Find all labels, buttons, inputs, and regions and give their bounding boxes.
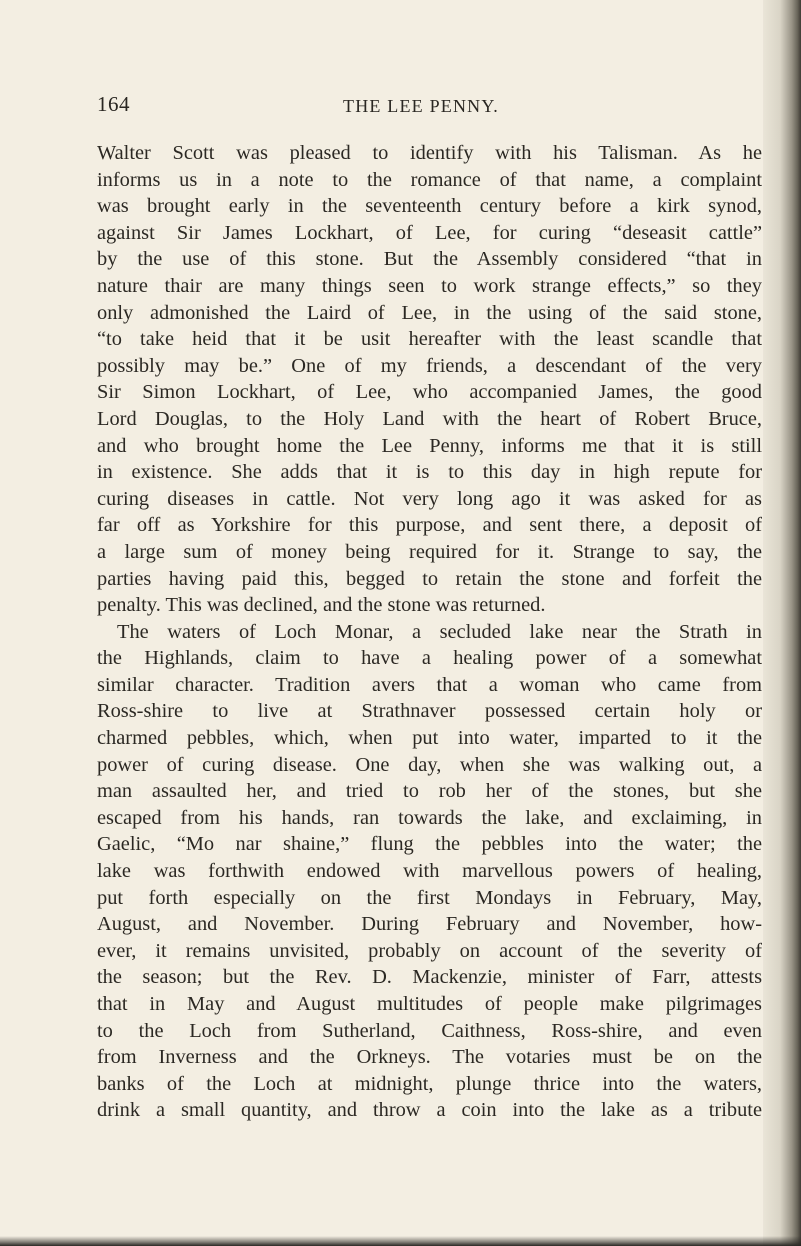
text-line: Walter Scott was pleased to identify with his Talisman. As he <box>97 142 762 164</box>
body-text <box>97 140 762 1124</box>
text-line: charmed pebbles, which, when put into water, imparted to it the <box>97 727 762 750</box>
text-line: nature thair are many things seen to work strange effects,” so they <box>97 274 762 297</box>
page-bottom-edge <box>0 1236 801 1246</box>
text-line: Sir Simon Lockhart, of Lee, who accompanied James, the good <box>97 381 762 404</box>
text-line: against Sir James Lockhart, of Lee, for curing “deseasit cattle” <box>97 221 762 244</box>
page-header <box>0 92 801 122</box>
text-line: curing diseases in cattle. Not very long ago it was asked for as <box>97 487 762 510</box>
text-line: the season; but the Rev. D. Mackenzie, minister of Farr, attests <box>97 966 762 989</box>
text-line: similar character. Tradition avers that a woman who came from <box>97 673 762 696</box>
page-number: 164 <box>97 92 130 116</box>
text-line: ever, it remains unvisited, probably on account of the severity of <box>97 939 762 962</box>
text-line: and who brought home the Lee Penny, informs me that it is still <box>97 434 762 457</box>
text-line: penalty. This was declined, and the stone was returned. <box>97 594 546 617</box>
page-gutter-shadow <box>763 0 801 1246</box>
text-line: possibly may be.” One of my friends, a descendant of the very <box>97 354 762 377</box>
text-line: in existence. She adds that it is to this day in high repute for <box>97 461 762 484</box>
text-line: from Inverness and the Orkneys. The votaries must be on the <box>97 1046 762 1069</box>
text-line: by the use of this stone. But the Assembly considered “that in <box>97 248 762 271</box>
text-line: lake was forthwith endowed with marvellous powers of healing, <box>97 860 762 883</box>
text-line: parties having paid this, begged to retain the stone and forfeit the <box>97 567 762 590</box>
text-line: far off as Yorkshire for this purpose, and sent there, a deposit of <box>97 514 762 537</box>
text-line: was brought early in the seventeenth century before a kirk synod, <box>97 195 762 218</box>
text-line: Lord Douglas, to the Holy Land with the heart of Robert Bruce, <box>97 407 762 430</box>
text-line: drink a small quantity, and throw a coin into the lake as a tribute <box>97 1099 762 1122</box>
text-line: that in May and August multitudes of people make pilgrimages <box>97 993 762 1015</box>
text-line: Ross-shire to live at Strathnaver possessed certain holy or <box>97 700 762 723</box>
text-line: power of curing disease. One day, when she was walking out, a <box>97 753 762 776</box>
text-line: banks of the Loch at midnight, plunge thrice into the waters, <box>97 1072 762 1095</box>
text-line: a large sum of money being required for it. Strange to say, the <box>97 540 762 563</box>
running-head: THE LEE PENNY. <box>343 96 499 116</box>
text-line: to the Loch from Sutherland, Caithness, Ross-shire, and even <box>97 1019 762 1042</box>
text-line: put forth especially on the first Mondays in February, May, <box>97 886 762 909</box>
text-line: The waters of Loch Monar, a secluded lake near the Strath in <box>117 620 762 643</box>
text-line: “to take heid that it be usit hereafter with the least scandle that <box>97 328 762 351</box>
text-line: escaped from his hands, ran towards the lake, and exclaiming, in <box>97 806 762 829</box>
text-line: only admonished the Laird of Lee, in the using of the said stone, <box>97 301 762 324</box>
text-line: August, and November. During February and November, how- <box>97 913 762 936</box>
text-line: the Highlands, claim to have a healing power of a somewhat <box>97 647 762 670</box>
text-line: informs us in a note to the romance of that name, a complaint <box>97 168 762 191</box>
text-line: Gaelic, “Mo nar shaine,” flung the pebbles into the water; the <box>97 833 762 856</box>
text-line: man assaulted her, and tried to rob her of the stones, but she <box>97 780 762 803</box>
